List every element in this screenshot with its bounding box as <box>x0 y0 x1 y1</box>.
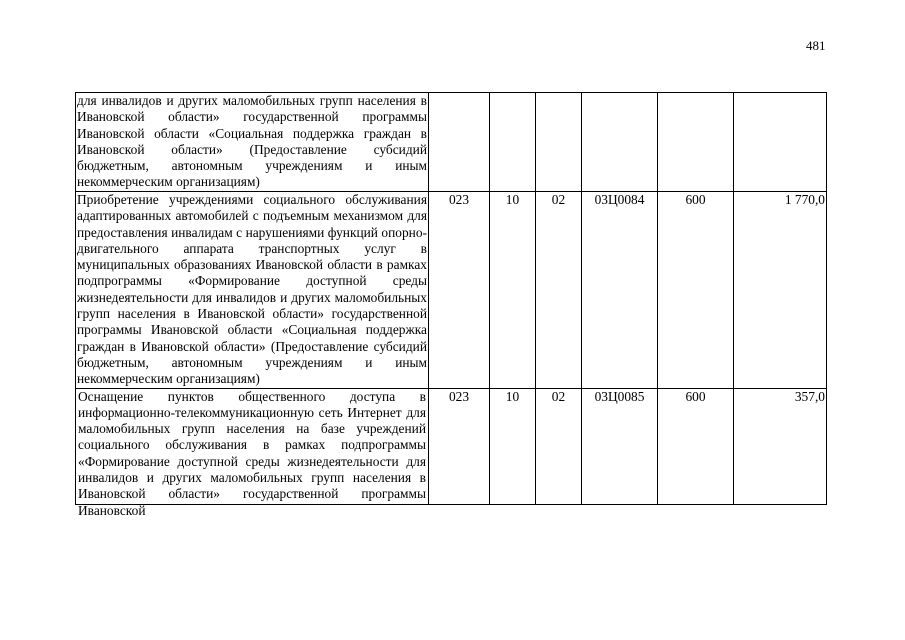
admin-code-cell <box>429 93 490 192</box>
amount-cell <box>734 93 827 192</box>
page-number: 481 <box>806 38 826 53</box>
subsection-cell: 02 <box>536 388 582 504</box>
section-cell: 10 <box>490 388 536 504</box>
budget-table <box>75 92 827 518</box>
table-row <box>76 388 827 504</box>
section-cell: 10 <box>490 192 536 389</box>
subsection-cell <box>536 93 582 192</box>
row-description-cell <box>76 388 429 518</box>
target-article-cell: 03Ц0085 <box>582 388 658 504</box>
target-article-cell <box>582 93 658 192</box>
row-description: Оснащение пунктов общественного доступа в информационно-телекоммуникационную сеть Интернет для маломобильных групп населения на базе учреждений социального обслуживания в рамках подпрограммы «Формирование доступной среды жизнедеятельности для инвалидов и других маломобильных групп населения в Ивановской области» государственной программы Ивановской <box>78 388 426 518</box>
row-description: Приобретение учреждениями социального обслуживания адаптированных автомобилей с подъемным механизмом для предоставления инвалидам с нарушениями функций опорно-двигательного аппарата транспортных услуг в муниципальных образованиях Ивановской области в рамках подпрограммы «Формирование доступной среды жизнедеятельности для инвалидов и других маломобильных групп населения в Ивановской области» государственной программы Ивановской области «Социальная поддержка граждан в Ивановской области» (Предоставление субсидий бюджетным, автономным учреждениям и иным некоммерческим организациям) <box>77 192 427 387</box>
expense-type-cell <box>658 93 734 192</box>
amount-cell: 357,0 <box>734 388 827 504</box>
admin-code-cell: 023 <box>429 388 490 504</box>
amount-cell: 1 770,0 <box>734 192 827 389</box>
admin-code-cell: 023 <box>429 192 490 389</box>
subsection-cell: 02 <box>536 192 582 389</box>
table-row <box>76 192 827 389</box>
expense-type-cell: 600 <box>658 192 734 389</box>
table-row <box>76 93 827 192</box>
row-description: для инвалидов и других маломобильных групп населения в Ивановской области» государственной программы Ивановской области «Социальная поддержка граждан в Ивановской области» (Предоставление субсидий бюджетным, автономным учреждениям и иным некоммерческим организациям) <box>76 93 429 192</box>
target-article-cell: 03Ц0084 <box>582 192 658 389</box>
expense-type-cell: 600 <box>658 388 734 504</box>
section-cell <box>490 93 536 192</box>
